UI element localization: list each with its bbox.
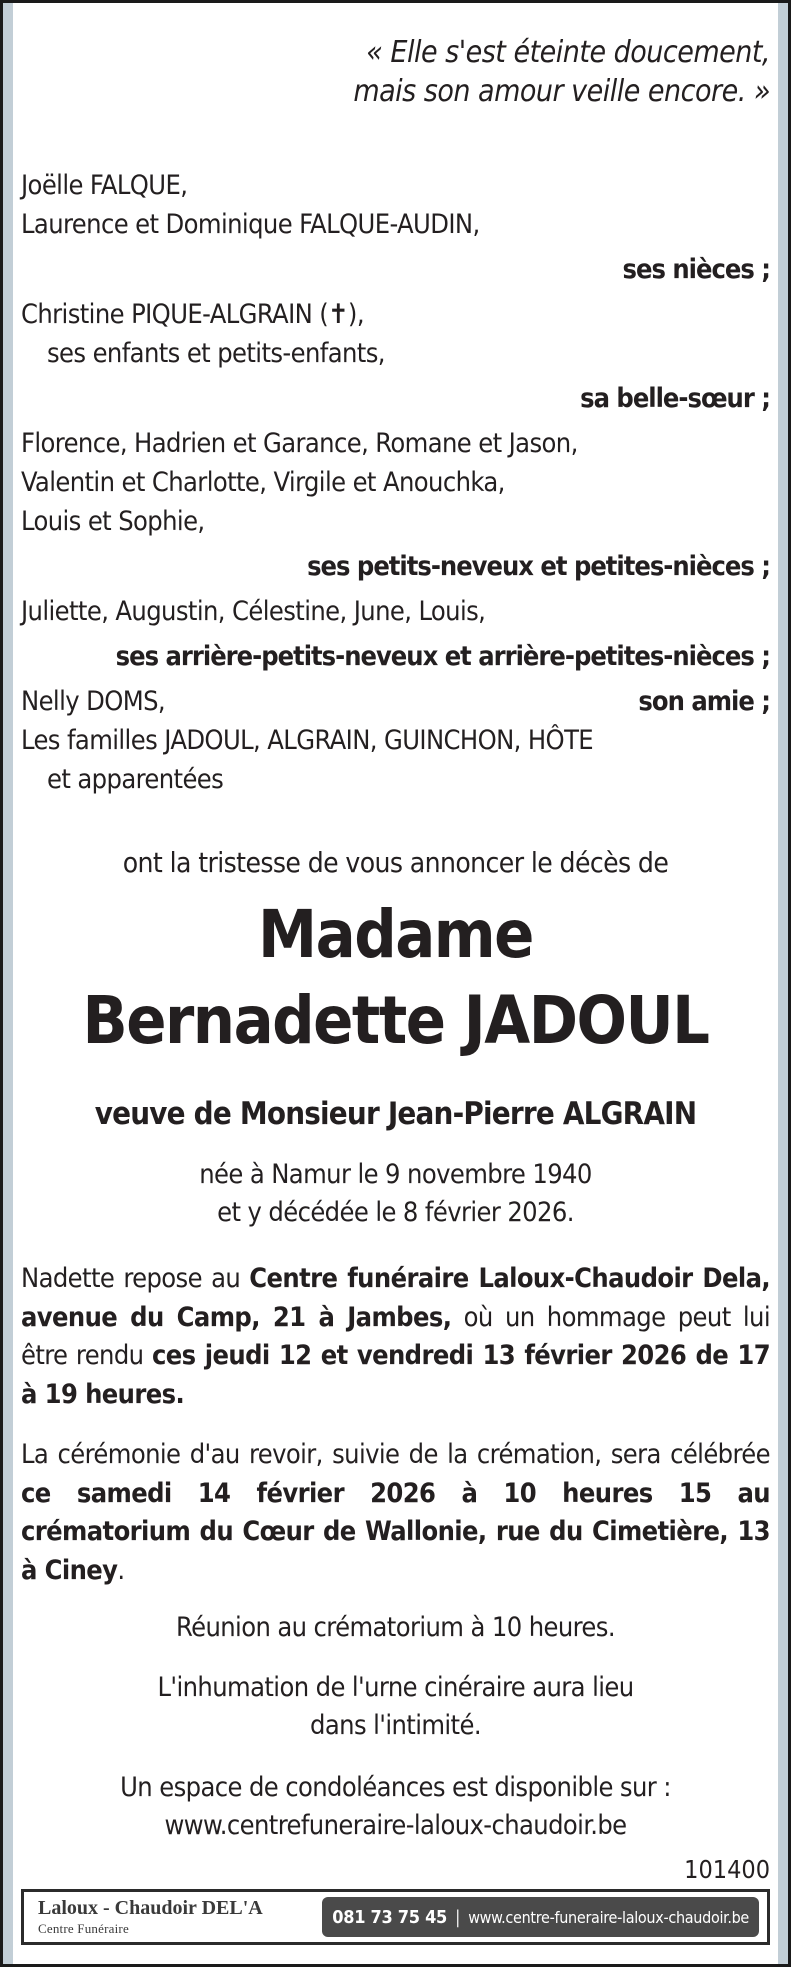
family-line: ses enfants et petits-enfants,	[47, 338, 385, 369]
family-line: Louis et Sophie,	[21, 506, 205, 537]
funeral-home-subtitle: Centre Funéraire	[38, 1921, 129, 1937]
birth-line: née à Namur le 9 novembre 1940	[199, 1159, 592, 1190]
family-line: Juliette, Augustin, Célestine, June, Louis,	[21, 596, 486, 627]
funeral-home-logo	[38, 1898, 263, 1936]
widow-of-line: veuve de Monsieur Jean-Pierre ALGRAIN	[94, 1096, 697, 1132]
memorial-quote	[21, 33, 770, 111]
notice-content	[13, 3, 778, 1964]
family-list	[21, 166, 770, 799]
family-line: Valentin et Charlotte, Virgile et Anouchka,	[21, 467, 505, 498]
family-line: Les familles JADOUL, ALGRAIN, GUINCHON, HÔTE	[21, 725, 594, 756]
condolences-url[interactable]: www.centrefuneraire-laloux-chaudoir.be	[164, 1810, 627, 1841]
phone-number: 081 73 75 45	[332, 1906, 448, 1928]
family-line: Laurence et Dominique FALQUE-AUDIN,	[21, 209, 480, 240]
reunion-line: Réunion au crématorium à 10 heures.	[176, 1612, 615, 1643]
separator-bar: |	[455, 1906, 461, 1928]
family-line: Joëlle FALQUE,	[21, 170, 188, 201]
reference-number: 101400	[684, 1855, 770, 1884]
funeral-home-banner	[21, 1889, 770, 1945]
left-accent-strip	[3, 3, 13, 1964]
family-role-line: ses nièces ;	[622, 254, 770, 285]
quote-line-2: mais son amour veille encore. »	[353, 74, 770, 109]
quote-line-1: « Elle s'est éteinte doucement,	[366, 35, 770, 70]
inhumation-line-2: dans l'intimité.	[310, 1710, 481, 1741]
contact-pill[interactable]	[322, 1897, 759, 1937]
ceremony-paragraph: La cérémonie d'au revoir, suivie de la crémation, sera célébrée ce samedi 14 février 2026 à 10 heures 15 au crématorium du Cœur de Wallonie, rue du Cimetière, 13 à Ciney.	[21, 1439, 770, 1586]
family-split-line	[21, 682, 770, 721]
deceased-name: Bernadette JADOUL	[82, 982, 709, 1059]
website-url: www.centre-funeraire-laloux-chaudoir.be	[468, 1907, 749, 1927]
family-line: Florence, Hadrien et Garance, Romane et Jason,	[21, 428, 578, 459]
family-role-line: son amie ;	[638, 686, 770, 717]
birth-death-dates	[21, 1156, 770, 1232]
condolences-block	[21, 1769, 770, 1845]
family-role-line: ses arrière-petits-neveux et arrière-petites-nièces ;	[115, 641, 770, 672]
death-line: et y décédée le 8 février 2026.	[217, 1197, 574, 1228]
family-line: et apparentées	[47, 764, 224, 795]
deceased-title	[21, 892, 770, 1064]
funeral-home-brand: Laloux - Chaudoir DEL'A	[38, 1897, 263, 1920]
family-line: Christine PIQUE-ALGRAIN (✝),	[21, 299, 364, 330]
family-role-line: ses petits-neveux et petites-nièces ;	[307, 551, 770, 582]
family-role-line: sa belle-sœur ;	[580, 383, 770, 414]
announcement-line: ont la tristesse de vous annoncer le décès de	[122, 846, 669, 879]
deceased-title-prefix: Madame	[258, 896, 533, 973]
family-line: Nelly DOMS,	[21, 686, 166, 717]
inhumation-block	[21, 1669, 770, 1745]
condolences-line: Un espace de condoléances est disponible sur :	[120, 1772, 671, 1803]
repose-paragraph: Nadette repose au Centre funéraire Laloux-Chaudoir Dela, avenue du Camp, 21 à Jambes, où un hommage peut lui être rendu ces jeudi 12 et vendredi 13 février 2026 de 17 à 19 heures.	[21, 1263, 770, 1410]
right-accent-strip	[778, 3, 788, 1964]
inhumation-line-1: L'inhumation de l'urne cinéraire aura lieu	[157, 1672, 634, 1703]
